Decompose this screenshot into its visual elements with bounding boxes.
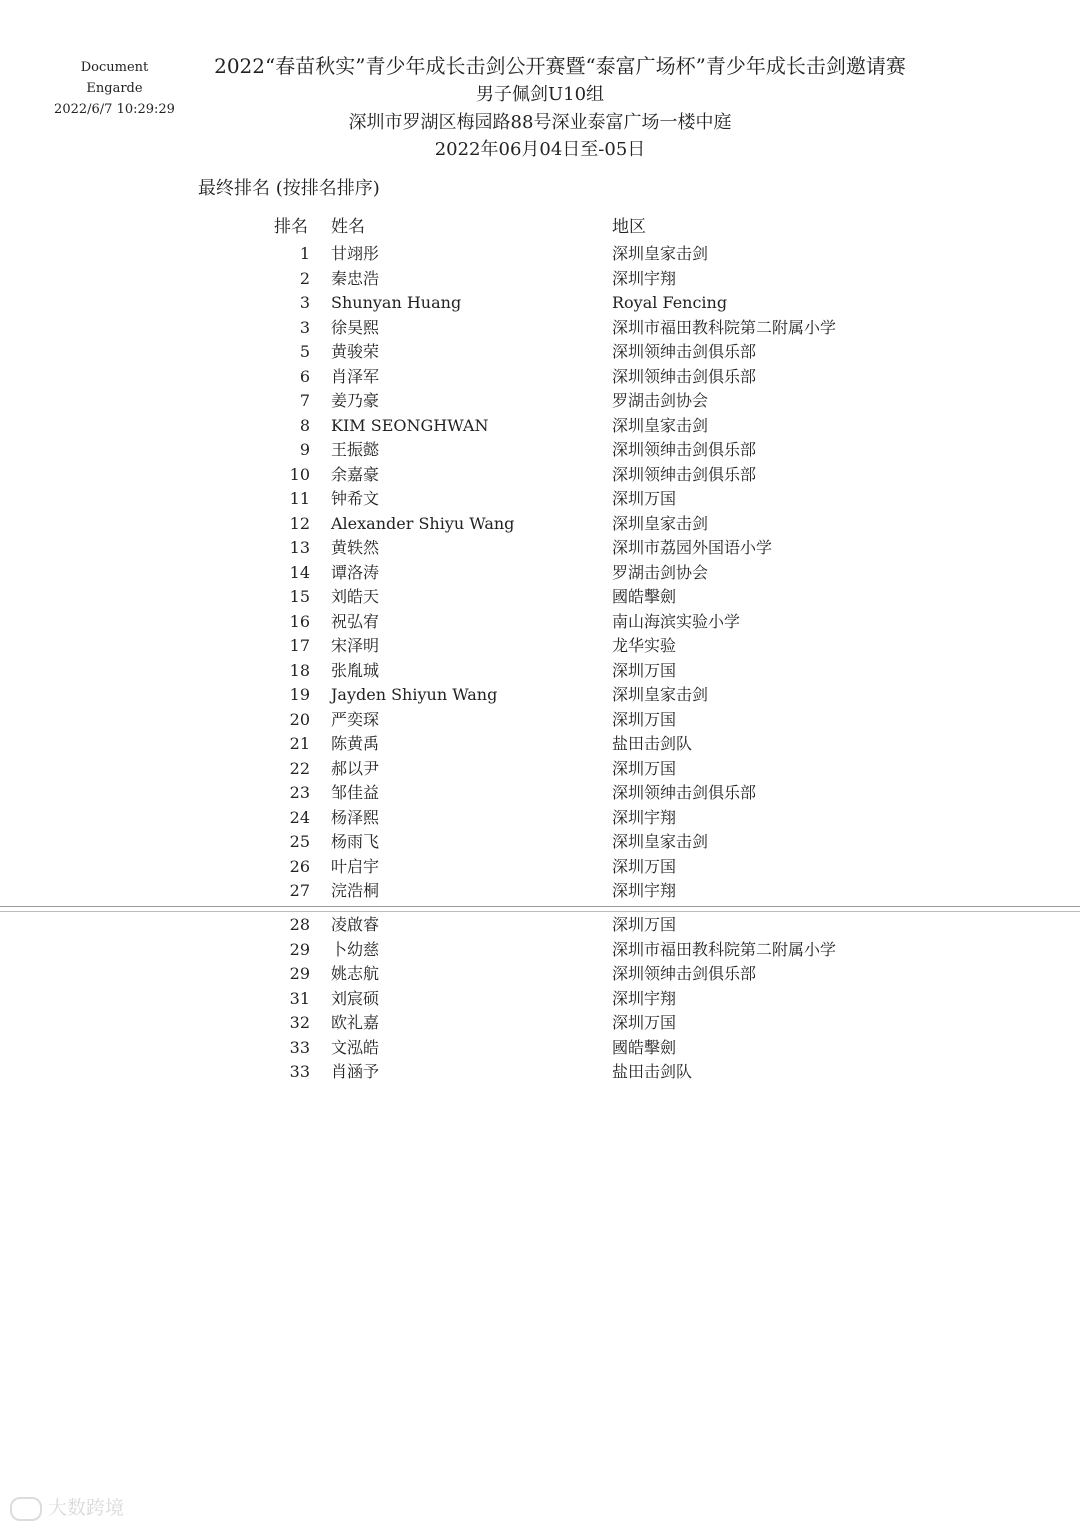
name-cell: 肖涵予 [331, 1062, 380, 1081]
name-cell: KIM SEONGHWAN [331, 415, 489, 435]
table-row [0, 913, 1080, 937]
region-cell: 罗湖击剑协会 [612, 562, 709, 582]
rank-cell: 12 [289, 513, 310, 533]
rank-cell: 14 [289, 562, 310, 582]
region-cell: 深圳皇家击剑 [612, 832, 709, 851]
table-row [0, 291, 1080, 315]
name-cell: 邹佳益 [331, 783, 380, 802]
name-cell: 郝以尹 [331, 758, 380, 778]
rank-cell: 22 [289, 758, 310, 778]
region-cell: 深圳万国 [612, 709, 677, 729]
table-row [0, 414, 1080, 438]
name-cell: 黄骏荣 [331, 342, 380, 361]
rank-cell: 32 [289, 1013, 310, 1032]
rank-cell: 16 [289, 611, 310, 631]
rank-cell: 13 [289, 538, 310, 557]
table-row [0, 634, 1080, 658]
rank-cell: 21 [289, 734, 310, 753]
table-row [0, 438, 1080, 462]
print-timestamp: 2022/6/7 10:29:29 [54, 102, 175, 117]
watermark [10, 1493, 124, 1521]
rank-cell: 19 [289, 685, 310, 704]
rank-cell: 10 [289, 464, 310, 484]
watermark-text: 大数跨境 [48, 1497, 125, 1519]
name-cell: 钟希文 [331, 489, 380, 508]
region-cell: 深圳领绅击剑俱乐部 [612, 342, 757, 361]
table-row [0, 708, 1080, 732]
region-cell: 龙华实验 [612, 636, 677, 655]
table-row [0, 512, 1080, 536]
name-cell: 卜幼慈 [331, 939, 380, 959]
table-row [0, 389, 1080, 413]
name-cell: 宋泽明 [331, 636, 380, 655]
name-cell: 祝弘宥 [331, 611, 380, 631]
rank-cell: 23 [289, 783, 310, 802]
region-cell: 深圳万国 [612, 915, 677, 934]
region-cell: 深圳宇翔 [612, 268, 677, 288]
table-row [0, 1011, 1080, 1035]
category-label: 男子佩剑U10组 [475, 84, 605, 105]
name-cell: 叶启宇 [331, 856, 380, 876]
table-row [0, 938, 1080, 962]
name-cell: 余嘉豪 [331, 464, 380, 484]
column-header-rank: 排名 [274, 217, 308, 237]
competition-title: 2022“春苗秋实”青少年成长击剑公开赛暨“泰富广场杯”青少年成长击剑邀请赛 [214, 54, 906, 78]
region-cell: 深圳宇翔 [612, 807, 677, 827]
rank-cell: 29 [289, 964, 310, 983]
date-range: 2022年06月04日至-05日 [434, 139, 646, 160]
rank-cell: 6 [299, 366, 310, 386]
name-cell: 浣浩桐 [331, 881, 380, 900]
name-cell: 甘翊彤 [331, 244, 380, 263]
name-cell: 谭洛涛 [331, 562, 380, 582]
column-header-region: 地区 [612, 217, 646, 237]
table-row [0, 585, 1080, 609]
table-row [0, 781, 1080, 805]
name-cell: Alexander Shiyu Wang [331, 513, 515, 533]
region-cell: 深圳宇翔 [612, 881, 677, 900]
region-cell: 深圳宇翔 [612, 988, 677, 1008]
rank-cell: 9 [299, 440, 310, 459]
rank-cell: 18 [289, 660, 310, 680]
region-cell: 深圳皇家击剑 [612, 685, 709, 704]
region-cell: 深圳万国 [612, 489, 677, 508]
region-cell: 深圳领绅击剑俱乐部 [612, 964, 757, 983]
region-cell: 盐田击剑队 [612, 734, 693, 753]
region-cell: 盐田击剑队 [612, 1062, 693, 1081]
rank-cell: 8 [299, 415, 310, 435]
region-cell: 深圳皇家击剑 [612, 415, 709, 435]
table-row [0, 757, 1080, 781]
name-cell: 杨泽熙 [331, 807, 380, 827]
name-cell: 刘宸硕 [331, 988, 380, 1008]
table-row [0, 536, 1080, 560]
rank-cell: 2 [299, 268, 310, 288]
rank-cell: 27 [289, 881, 310, 900]
region-cell: 深圳万国 [612, 856, 677, 876]
rank-cell: 3 [299, 317, 310, 337]
name-cell: 欧礼嘉 [331, 1013, 380, 1032]
name-cell: 张胤珹 [331, 660, 380, 680]
region-cell: 深圳万国 [612, 1013, 677, 1032]
section-title: 最终排名 (按排名排序) [198, 178, 380, 199]
table-row [0, 1060, 1080, 1084]
region-cell: 國皓擊劍 [612, 587, 677, 606]
table-row [0, 659, 1080, 683]
table-row [0, 830, 1080, 854]
rank-cell: 17 [289, 636, 310, 655]
rank-cell: 1 [299, 244, 310, 263]
name-cell: 徐昊熙 [331, 317, 380, 337]
column-header-name: 姓名 [331, 217, 365, 237]
table-row [0, 987, 1080, 1011]
name-cell: 杨雨飞 [331, 832, 380, 851]
name-cell: 文泓皓 [331, 1037, 380, 1057]
name-cell: 严奕琛 [331, 709, 380, 729]
name-cell: 凌啟睿 [331, 915, 380, 934]
rank-cell: 31 [289, 988, 310, 1008]
venue-label: 深圳市罗湖区梅园路88号深业泰富广场一楼中庭 [348, 112, 732, 133]
name-cell: 姜乃豪 [331, 391, 380, 410]
region-cell: 深圳领绅击剑俱乐部 [612, 464, 757, 484]
table-row [0, 267, 1080, 291]
watermark-logo-icon [10, 1497, 42, 1521]
rank-cell: 28 [289, 915, 310, 934]
rank-cell: 33 [289, 1037, 310, 1057]
region-cell: 罗湖击剑协会 [612, 391, 709, 410]
table-row [0, 316, 1080, 340]
name-cell: Jayden Shiyun Wang [331, 685, 498, 704]
table-row [0, 879, 1080, 903]
region-cell: 深圳皇家击剑 [612, 513, 709, 533]
rank-cell: 3 [299, 293, 310, 312]
rank-cell: 29 [289, 939, 310, 959]
table-row [0, 806, 1080, 830]
name-cell: 肖泽军 [331, 366, 380, 386]
name-cell: 秦忠浩 [331, 268, 380, 288]
region-cell: 深圳市荔园外国语小学 [612, 538, 773, 557]
name-cell: 姚志航 [331, 964, 380, 983]
name-cell: 陈黄禹 [331, 734, 380, 753]
table-row [0, 487, 1080, 511]
region-cell: 深圳领绅击剑俱乐部 [612, 366, 757, 386]
table-row [0, 683, 1080, 707]
rank-cell: 11 [289, 489, 310, 508]
rank-cell: 15 [289, 587, 310, 606]
software-name: Document Engarde [80, 60, 149, 96]
region-cell: 深圳市福田教科院第二附属小学 [612, 317, 837, 337]
table-row [0, 463, 1080, 487]
table-row [0, 561, 1080, 585]
region-cell: 深圳领绅击剑俱乐部 [612, 440, 757, 459]
region-cell: Royal Fencing [612, 293, 728, 312]
rank-cell: 24 [289, 807, 310, 827]
table-row [0, 340, 1080, 364]
table-row [0, 1036, 1080, 1060]
table-row [0, 610, 1080, 634]
table-row [0, 365, 1080, 389]
rank-cell: 20 [289, 709, 310, 729]
rank-cell: 5 [299, 342, 310, 361]
name-cell: 王振懿 [331, 440, 380, 459]
table-row [0, 855, 1080, 879]
table-row [0, 732, 1080, 756]
page-break-divider [0, 906, 1080, 912]
region-cell: 深圳万国 [612, 660, 677, 680]
table-row [0, 242, 1080, 266]
region-cell: 深圳皇家击剑 [612, 244, 709, 263]
region-cell: 深圳万国 [612, 758, 677, 778]
region-cell: 南山海滨实验小学 [612, 611, 741, 631]
region-cell: 深圳市福田教科院第二附属小学 [612, 939, 837, 959]
region-cell: 國皓擊劍 [612, 1037, 677, 1057]
rank-cell: 25 [289, 832, 310, 851]
name-cell: Shunyan Huang [331, 293, 462, 312]
rank-cell: 33 [289, 1062, 310, 1081]
table-row [0, 962, 1080, 986]
region-cell: 深圳领绅击剑俱乐部 [612, 783, 757, 802]
rank-cell: 26 [289, 856, 310, 876]
name-cell: 刘皓天 [331, 587, 380, 606]
name-cell: 黄轶然 [331, 538, 380, 557]
rank-cell: 7 [299, 391, 310, 410]
